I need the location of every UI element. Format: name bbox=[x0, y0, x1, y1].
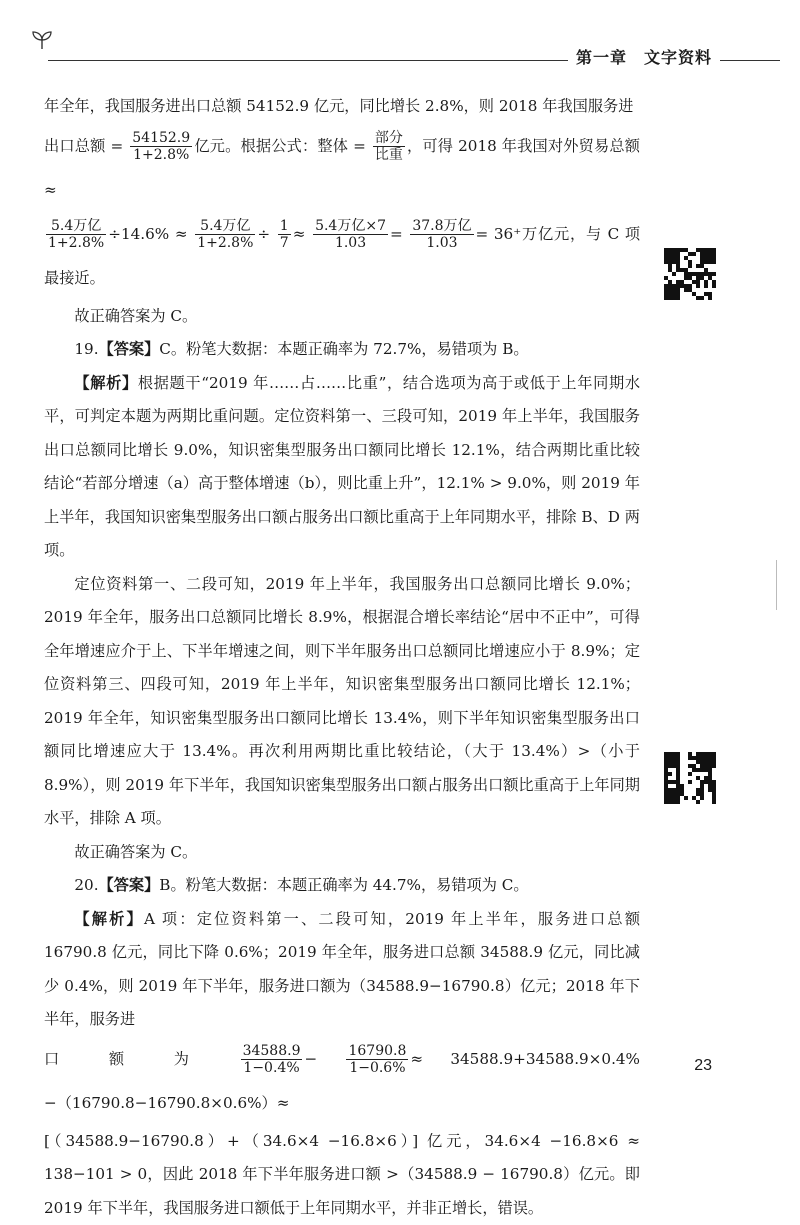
sprout-icon bbox=[30, 30, 54, 50]
page-body bbox=[44, 90, 640, 1225]
paragraph: [（34588.9−16790.8）+（34.6×4 −16.8×6）] 亿元，34.6×4 −16.8×6 ≈ 138−101 > 0，因此 2018 年下半年服务进口额 >（34588.9 − 16790.8）亿元。即 2019 年下半年，我国服务进口额低于上年同期水平，并非正增长，错误。 bbox=[44, 1125, 640, 1225]
fraction: $\frac{\text{5.4万亿}}{1+2.8\%}$ bbox=[46, 218, 106, 251]
page-number: 23 bbox=[694, 1057, 712, 1075]
formula-line: $\frac{\text{5.4万亿}}{1+2.8\%}$ ÷14.6% ≈ $\frac{\text{5.4万亿}}{1+2.8\%}$ ÷ $\frac{1}{7}$ ≈ $\frac{\text{5.4万亿×7}}{1.03}$ = $\frac{\text{37.8万亿}}{1.03}$ = 36⁺万亿元，与 C 项最接近。 bbox=[44, 212, 640, 300]
formula-line: 口 额 为 $\frac{34588.9}{1-0.4\%}$ − $\frac{16790.8}{1-0.6\%}$ ≈ 34588.9+34588.9×0.4% −（16790.8−16790.8×0.6%）≈ bbox=[44, 1037, 640, 1125]
answer-19: 19.【答案】C。粉笔大数据：本题正确率为 72.7%，易错项为 B。 bbox=[44, 333, 640, 367]
paragraph: 年全年，我国服务进出口总额 54152.9 亿元，同比增长 2.8%，则 2018 年我国服务进 bbox=[44, 90, 640, 124]
fraction: $\frac{\text{5.4万亿}}{1+2.8\%}$ bbox=[195, 218, 255, 251]
fraction: $\frac{54152.9}{1+2.8\%}$ bbox=[130, 130, 192, 163]
fraction: $\frac{\text{5.4万亿×7}}{1.03}$ bbox=[313, 218, 388, 251]
analysis-20: 【解析】A 项：定位资料第一、二段可知，2019 年上半年，服务进口总额 16790.8 亿元，同比下降 0.6%；2019 年全年，服务进口总额 34588.9 亿元，同比减少 0.4%，则 2019 年下半年，服务进口额为（34588.9−16790.8）亿元；2018 年下半年，服务进 bbox=[44, 903, 640, 1037]
qr-code-icon[interactable] bbox=[664, 248, 716, 300]
fraction: $\frac{34588.9}{1-0.4\%}$ bbox=[241, 1043, 303, 1076]
fraction: $\frac{1}{7}$ bbox=[278, 218, 291, 251]
qr-code-icon[interactable] bbox=[664, 752, 716, 804]
fraction: $\frac{\text{37.8万亿}}{1.03}$ bbox=[410, 218, 473, 251]
fraction: $\frac{16790.8}{1-0.6\%}$ bbox=[346, 1043, 408, 1076]
analysis-19-part2: 定位资料第一、二段可知，2019 年上半年，我国服务出口总额同比增长 9.0%；2019 年全年，服务出口总额同比增长 8.9%，根据混合增长率结论“居中不正中”，可得全年增速应介于上、下半年增速之间，则下半年服务出口总额同比增速应小于 8.9%；定位资料第三、四段可知，2019 年上半年，知识密集型服务出口额同比增长 12.1%；2019 年全年，知识密集型服务出口额同比增长 13.4%，则下半年知识密集型服务出口额同比增速应大于 13.4%。再次利用两期比重比较结论，（大于 13.4%）>（小于 8.9%），则 2019 年下半年，我国知识密集型服务出口额占服务出口额比重高于上年同期水平，排除 A 项。 bbox=[44, 568, 640, 836]
fraction: $\frac{\text{部分}}{\text{比重}}$ bbox=[373, 130, 405, 163]
analysis-19: 【解析】根据题干“2019 年……占……比重”，结合选项为高于或低于上年同期水平，可判定本题为两期比重问题。定位资料第一、三段可知，2019 年上半年，我国服务出口总额同比增长 9.0%，知识密集型服务出口额同比增长 12.1%，结合两期比重比较结论“若部分增速（a）高于整体增速（b），则比重上升”，12.1% > 9.0%，则 2019 年上半年，我国知识密集型服务出口额占服务出口额比重高于上年同期水平，排除 B、D 两项。 bbox=[44, 367, 640, 568]
conclusion: 故正确答案为 C。 bbox=[44, 836, 640, 870]
conclusion: 故正确答案为 C。 bbox=[44, 300, 640, 334]
chapter-title: 第一章 文字资料 bbox=[568, 45, 720, 68]
page-header bbox=[0, 0, 800, 80]
margin-mark bbox=[776, 560, 777, 610]
formula-line: 出口总额 = $\frac{54152.9}{1+2.8\%}$ 亿元。根据公式：整体 = $\frac{\text{部分}}{\text{比重}}$ ，可得 2018 年我国对外贸易总额≈ bbox=[44, 124, 640, 212]
answer-20: 20.【答案】B。粉笔大数据：本题正确率为 44.7%，易错项为 C。 bbox=[44, 869, 640, 903]
